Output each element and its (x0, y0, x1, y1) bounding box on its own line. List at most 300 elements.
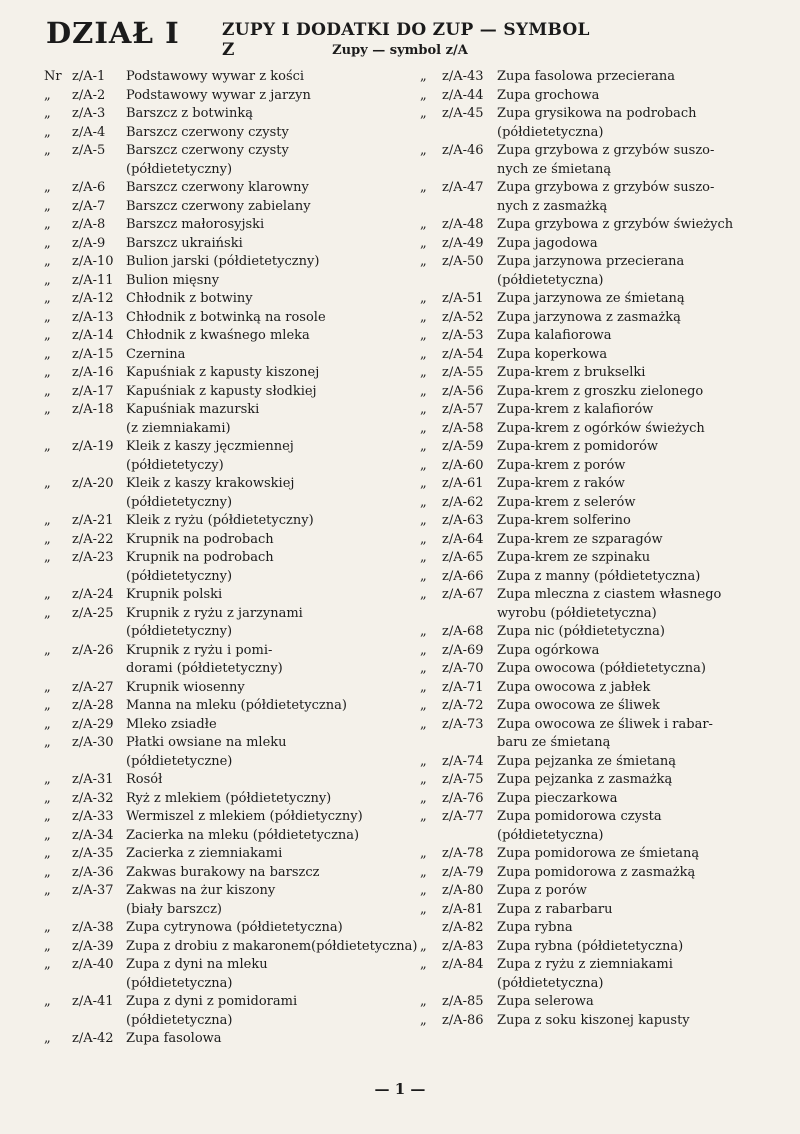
entry-code: z/A-23 (72, 550, 114, 565)
entry-mark: „ (420, 938, 427, 954)
entry-mark: „ (420, 254, 427, 269)
entry-name: Barszcz czerwony klarowny (126, 180, 309, 195)
entry-mark: „ (44, 402, 51, 417)
list-item (420, 993, 792, 1012)
entry-code: z/A-6 (72, 180, 106, 195)
entry-mark: „ (44, 198, 51, 214)
entry-mark: „ (420, 87, 427, 103)
entry-code: z/A-70 (442, 661, 484, 676)
entry-mark: „ (420, 291, 427, 306)
list-item (420, 457, 792, 476)
list-item (44, 142, 420, 179)
list-item (420, 87, 792, 106)
entry-mark: „ (420, 883, 427, 898)
entry-code: z/A-60 (442, 457, 484, 473)
page-number: — 1 — (374, 1080, 426, 1098)
entry-code: z/A-40 (72, 957, 114, 972)
entry-name: Zupa-krem ze szpinaku (497, 550, 651, 565)
list-item (420, 68, 792, 87)
entry-code: z/A-13 (72, 309, 114, 325)
entry-mark: „ (420, 679, 427, 695)
list-item (44, 697, 420, 716)
list-item (420, 716, 792, 753)
entry-name: Zupa pomidorowa czysta (półdietetyczna) (497, 809, 662, 843)
entry-code: z/A-7 (72, 198, 106, 214)
entry-code: z/A-64 (442, 531, 484, 547)
entry-name: Zupa pomidorowa z zasmażką (497, 864, 696, 880)
entry-code: z/A-32 (72, 790, 114, 806)
entry-name: Chłodnik z kwaśnego mleka (126, 328, 310, 343)
entry-code: z/A-17 (72, 383, 114, 399)
entry-mark: „ (44, 124, 51, 140)
entry-mark: „ (44, 383, 51, 399)
entry-mark: „ (420, 809, 427, 824)
entry-mark: „ (44, 587, 51, 602)
entry-code: z/A-52 (442, 309, 484, 325)
entry-mark: „ (420, 365, 427, 380)
entry-code: z/A-11 (72, 272, 114, 288)
entry-code: z/A-46 (442, 143, 484, 158)
entry-name: Zupa z dyni na mleku (półdietetyczna) (126, 957, 268, 991)
entry-name: Kapuśniak z kapusty słodkiej (126, 383, 317, 399)
entry-name: Mleko zsiadłe (126, 716, 217, 732)
entry-mark: „ (44, 328, 51, 343)
entry-name: Zupa jagodowa (497, 235, 598, 251)
list-item (420, 475, 792, 494)
list-item (44, 346, 420, 365)
entry-code: z/A-76 (442, 790, 484, 806)
entry-mark: „ (44, 938, 51, 954)
entry-name: Zacierka z ziemniakami (126, 846, 283, 861)
list-item (44, 68, 420, 87)
entry-name: Zupa koperkowa (497, 346, 608, 362)
list-item (420, 771, 792, 790)
entry-code: z/A-10 (72, 254, 114, 269)
entry-mark: „ (44, 235, 51, 251)
list-item (44, 401, 420, 438)
entry-name: Zupa jarzynowa przecierana (półdietetyczna) (497, 254, 685, 288)
entry-code: z/A-19 (72, 439, 114, 454)
entry-code: z/A-68 (442, 624, 484, 639)
entry-code: z/A-29 (72, 716, 114, 732)
entry-mark: „ (420, 383, 427, 399)
entry-mark: „ (44, 106, 51, 121)
entry-mark: „ (420, 346, 427, 362)
entry-code: z/A-38 (72, 920, 114, 935)
list-item (44, 549, 420, 586)
entry-name: Zupa-krem ze szparagów (497, 531, 663, 547)
entry-mark: „ (44, 476, 51, 491)
entry-code: z/A-30 (72, 735, 114, 750)
entry-name: Kapuśniak mazurski (z ziemniakami) (126, 402, 260, 436)
entry-mark: „ (420, 772, 427, 787)
entry-mark: „ (44, 291, 51, 306)
entry-mark: „ (420, 698, 427, 713)
entry-code: z/A-77 (442, 809, 484, 824)
entry-code: z/A-33 (72, 809, 114, 824)
entry-code: z/A-43 (442, 69, 484, 84)
entry-name: Zupa nic (półdietetyczna) (497, 624, 665, 639)
entry-name: Zupa-krem solferino (497, 513, 631, 528)
list-item (44, 993, 420, 1030)
list-item (420, 938, 792, 957)
list-item (420, 438, 792, 457)
entry-code: z/A-82 (442, 920, 484, 935)
entry-mark: „ (44, 87, 51, 103)
entry-mark: Nr (44, 69, 62, 84)
entry-name: Zupa z rabarbaru (497, 901, 613, 917)
entry-name: Zupa-krem z porów (497, 457, 626, 473)
entry-code: z/A-79 (442, 864, 484, 880)
list-item (44, 309, 420, 328)
entry-mark: „ (44, 957, 51, 972)
list-item (420, 364, 792, 383)
entry-name: Zupa jarzynowa z zasmażką (497, 309, 681, 325)
entry-mark: „ (44, 846, 51, 861)
entry-name: Barszcz małorosyjski (126, 217, 265, 232)
entry-mark: „ (420, 846, 427, 861)
list-item (44, 679, 420, 698)
entry-mark: „ (44, 346, 51, 362)
entry-name: Bulion mięsny (126, 272, 220, 288)
list-item (420, 253, 792, 290)
page-title: ZUPY I DODATKI DO ZUP — SYMBOL Z (222, 20, 590, 60)
entry-name: Manna na mleku (półdietetyczna) (126, 698, 347, 713)
entry-name: Zupa-krem z selerów (497, 494, 636, 510)
entry-name: Chłodnik z botwiny (126, 291, 253, 306)
list-item (44, 605, 420, 642)
entry-mark: „ (44, 513, 51, 528)
list-item (420, 235, 792, 254)
list-item (44, 938, 420, 957)
list-item (420, 660, 792, 679)
entry-code: z/A-18 (72, 402, 114, 417)
entry-code: z/A-36 (72, 864, 114, 880)
entry-code: z/A-5 (72, 143, 106, 158)
entry-name: Barszcz z botwinką (126, 106, 253, 121)
list-item (44, 235, 420, 254)
entry-name: Zupa fasolowa przecierana (497, 69, 675, 84)
entry-name: Ryż z mlekiem (półdietetyczny) (126, 790, 332, 806)
entry-name: Zupa owocowa (półdietetyczna) (497, 661, 706, 676)
entry-mark (420, 919, 442, 938)
entry-code: z/A-31 (72, 772, 114, 787)
entry-mark: „ (44, 698, 51, 713)
entry-mark: „ (420, 753, 427, 769)
entry-name: Zupa-krem z groszku zielonego (497, 383, 704, 399)
entry-name: Kapuśniak z kapusty kiszonej (126, 365, 320, 380)
entry-code: z/A-84 (442, 957, 484, 972)
entry-name: Zupa z manny (półdietetyczna) (497, 568, 701, 584)
entry-name: Zupa z porów (497, 883, 587, 898)
list-item (420, 901, 792, 920)
entry-code: z/A-54 (442, 346, 484, 362)
list-item (44, 827, 420, 846)
entry-name: Wermiszel z mlekiem (półdietyczny) (126, 809, 363, 824)
entry-mark: „ (44, 605, 51, 621)
list-item (44, 1030, 420, 1049)
entry-code: z/A-53 (442, 328, 484, 343)
entry-code: z/A-48 (442, 217, 484, 232)
entry-mark: „ (44, 217, 51, 232)
entry-mark: „ (44, 883, 51, 898)
entry-mark: „ (420, 624, 427, 639)
entry-code: z/A-65 (442, 550, 484, 565)
entry-mark: „ (44, 994, 51, 1009)
list-item (44, 383, 420, 402)
list-item (420, 309, 792, 328)
entry-mark: „ (44, 716, 51, 732)
entry-code: z/A-8 (72, 217, 106, 232)
entry-mark: „ (420, 531, 427, 547)
entry-mark: „ (420, 328, 427, 343)
list-item (420, 346, 792, 365)
list-item (420, 383, 792, 402)
list-item (420, 531, 792, 550)
entry-name: Zupa-krem z kalafiorów (497, 402, 654, 417)
list-item (420, 679, 792, 698)
entry-mark: „ (44, 920, 51, 935)
entry-mark: „ (44, 1031, 51, 1046)
list-item (44, 253, 420, 272)
entry-name: Zupa fasolowa (126, 1031, 222, 1046)
entry-name: Krupnik polski (126, 587, 223, 602)
list-item (420, 401, 792, 420)
entry-name: Zupa owocowa ze śliwek (497, 698, 660, 713)
entry-code: z/A-2 (72, 87, 106, 103)
entry-name: Barszcz czerwony czysty (półdietetyczny) (126, 143, 289, 177)
list-item (44, 882, 420, 919)
entry-mark: „ (420, 716, 427, 732)
entry-code: z/A-86 (442, 1012, 484, 1028)
entry-code: z/A-61 (442, 476, 484, 491)
entry-name: Krupnik z ryżu z jarzynami (półdietetyczny) (126, 605, 303, 639)
entry-name: Zupa mleczna z ciastem własnego wyrobu (półdietetyczna) (497, 587, 722, 621)
list-item (44, 105, 420, 124)
entry-name: Podstawowy wywar z kości (126, 69, 305, 84)
entry-name: Kleik z ryżu (półdietetyczny) (126, 513, 314, 528)
list-item (420, 142, 792, 179)
entry-code: z/A-37 (72, 883, 114, 898)
entry-code: z/A-59 (442, 439, 484, 454)
list-item (420, 790, 792, 809)
list-item (420, 753, 792, 772)
list-item (420, 327, 792, 346)
entry-code: z/A-1 (72, 69, 106, 84)
list-item (44, 290, 420, 309)
entry-code: z/A-50 (442, 254, 484, 269)
section-heading: DZIAŁ I (46, 16, 180, 50)
entry-name: Zupa owocowa ze śliwek i rabar- baru ze śmietaną (497, 716, 713, 750)
entry-code: z/A-72 (442, 698, 484, 713)
entry-code: z/A-39 (72, 938, 114, 954)
entry-code: z/A-45 (442, 106, 484, 121)
entry-code: z/A-47 (442, 180, 484, 195)
entry-code: z/A-25 (72, 605, 114, 621)
entry-code: z/A-4 (72, 124, 106, 140)
list-item (44, 179, 420, 198)
entry-mark: „ (420, 864, 427, 880)
entry-code: z/A-51 (442, 291, 484, 306)
entry-name: Zupa-krem z ogórków świeżych (497, 420, 705, 436)
entry-code: z/A-26 (72, 642, 114, 658)
entry-code: z/A-34 (72, 827, 114, 843)
entry-code: z/A-22 (72, 531, 114, 547)
entry-code: z/A-81 (442, 901, 484, 917)
list-item (44, 734, 420, 771)
entry-mark: „ (420, 420, 427, 436)
list-item (420, 179, 792, 216)
list-item (44, 919, 420, 938)
list-item (420, 586, 792, 623)
entry-code: z/A-78 (442, 846, 484, 861)
list-item (44, 475, 420, 512)
entry-mark: „ (420, 642, 427, 658)
entry-code: z/A-80 (442, 883, 484, 898)
entry-mark: „ (420, 994, 427, 1009)
entry-mark: „ (420, 106, 427, 121)
entry-name: Płatki owsiane na mleku (półdietetyczne) (126, 735, 287, 769)
list-item (44, 771, 420, 790)
list-item (44, 845, 420, 864)
entry-code: z/A-75 (442, 772, 484, 787)
entry-mark: „ (420, 550, 427, 565)
entry-name: Kleik z kaszy jęczmiennej (półdietetyczy) (126, 439, 294, 473)
entry-name: Zupa pieczarkowa (497, 790, 618, 806)
entry-mark: „ (420, 235, 427, 251)
list-item (420, 882, 792, 901)
list-item (44, 790, 420, 809)
entry-code: z/A-28 (72, 698, 114, 713)
list-item (420, 494, 792, 513)
entry-code: z/A-58 (442, 420, 484, 436)
list-item (44, 438, 420, 475)
entry-code: z/A-35 (72, 846, 114, 861)
entry-mark: „ (420, 402, 427, 417)
entry-code: z/A-62 (442, 494, 484, 510)
entry-name: Czernina (126, 346, 186, 362)
entry-name: Bulion jarski (półdietetyczny) (126, 254, 320, 269)
list-item (420, 642, 792, 661)
entry-code: z/A-24 (72, 587, 114, 602)
list-item (44, 198, 420, 217)
list-item (44, 87, 420, 106)
entry-name: Zacierka na mleku (półdietetyczna) (126, 827, 360, 843)
list-item (44, 531, 420, 550)
entry-mark: „ (44, 642, 51, 658)
list-item (420, 1012, 792, 1031)
entry-name: Zupa ogórkowa (497, 642, 600, 658)
entry-mark: „ (44, 365, 51, 380)
entry-mark: „ (44, 309, 51, 325)
entry-code: z/A-83 (442, 938, 484, 954)
list-item (420, 420, 792, 439)
entry-mark: „ (420, 309, 427, 325)
entry-code: z/A-69 (442, 642, 484, 658)
entry-mark: „ (420, 901, 427, 917)
list-item (420, 697, 792, 716)
entry-mark: „ (420, 513, 427, 528)
entry-code: z/A-20 (72, 476, 114, 491)
entry-code: z/A-14 (72, 328, 114, 343)
entry-name: Zupa z soku kiszonej kapusty (497, 1012, 690, 1028)
entry-mark: „ (420, 957, 427, 972)
entry-name: Zupa-krem z raków (497, 476, 625, 491)
entry-name: Zupa rybna (półdietetyczna) (497, 938, 684, 954)
list-item (420, 549, 792, 568)
entry-name: Barszcz czerwony zabielany (126, 198, 311, 214)
entry-code: z/A-42 (72, 1031, 114, 1046)
entry-mark: „ (44, 772, 51, 787)
entry-mark: „ (420, 568, 427, 584)
entry-mark: „ (44, 272, 51, 288)
entry-name: Barszcz ukraiński (126, 235, 243, 251)
entry-code: z/A-56 (442, 383, 484, 399)
entry-name: Zupa z dyni z pomidorami (półdietetyczna) (126, 994, 298, 1028)
entry-name: Kleik z kaszy krakowskiej (półdietetyczny) (126, 476, 295, 510)
list-item (44, 586, 420, 605)
entry-name: Krupnik z ryżu i pomi- dorami (półdietetyczny) (126, 642, 283, 676)
entry-code: z/A-49 (442, 235, 484, 251)
entry-code: z/A-41 (72, 994, 114, 1009)
list-item (44, 864, 420, 883)
entry-code: z/A-27 (72, 679, 114, 695)
entry-name: Zupa grysikowa na podrobach (półdietetyczna) (497, 106, 697, 140)
entry-mark: „ (44, 827, 51, 843)
entry-name: Zupa pejzanka z zasmażką (497, 772, 673, 787)
list-item (44, 327, 420, 346)
left-column-list (44, 68, 420, 1049)
entry-mark: „ (44, 143, 51, 158)
list-item (420, 512, 792, 531)
entry-name: Zakwas na żur kiszony (biały barszcz) (126, 883, 276, 917)
list-item (420, 956, 792, 993)
entry-mark: „ (420, 790, 427, 806)
list-item (44, 956, 420, 993)
entry-code: z/A-3 (72, 106, 106, 121)
list-item (44, 124, 420, 143)
entry-code: z/A-73 (442, 716, 484, 732)
list-item (420, 808, 792, 845)
entry-mark: „ (420, 439, 427, 454)
entry-code: z/A-21 (72, 513, 114, 528)
entry-name: Zupa-krem z brukselki (497, 365, 646, 380)
entry-code: z/A-63 (442, 513, 484, 528)
entry-code: z/A-71 (442, 679, 484, 695)
page-subtitle: Zupy — symbol z/A (332, 43, 468, 58)
right-column-list (420, 68, 792, 1030)
entry-mark: „ (420, 69, 427, 84)
entry-name: Zupa pomidorowa ze śmietaną (497, 846, 700, 861)
entry-code: z/A-12 (72, 291, 114, 306)
entry-mark: „ (44, 735, 51, 750)
entry-name: Barszcz czerwony czysty (126, 124, 289, 140)
list-item (44, 808, 420, 827)
entry-code: z/A-57 (442, 402, 484, 417)
list-item (420, 290, 792, 309)
list-item (44, 216, 420, 235)
entry-name: Zupa owocowa z jabłek (497, 679, 651, 695)
list-item (420, 845, 792, 864)
entry-name: Krupnik na podrobach (półdietetyczny) (126, 550, 274, 584)
entry-mark: „ (44, 550, 51, 565)
entry-mark: „ (420, 494, 427, 510)
list-item (420, 623, 792, 642)
entry-code: z/A-66 (442, 568, 484, 584)
entry-name: Zupa grzybowa z grzybów suszo- nych ze śmietaną (497, 143, 715, 177)
entry-code: z/A-44 (442, 87, 484, 103)
entry-code: z/A-9 (72, 235, 106, 251)
